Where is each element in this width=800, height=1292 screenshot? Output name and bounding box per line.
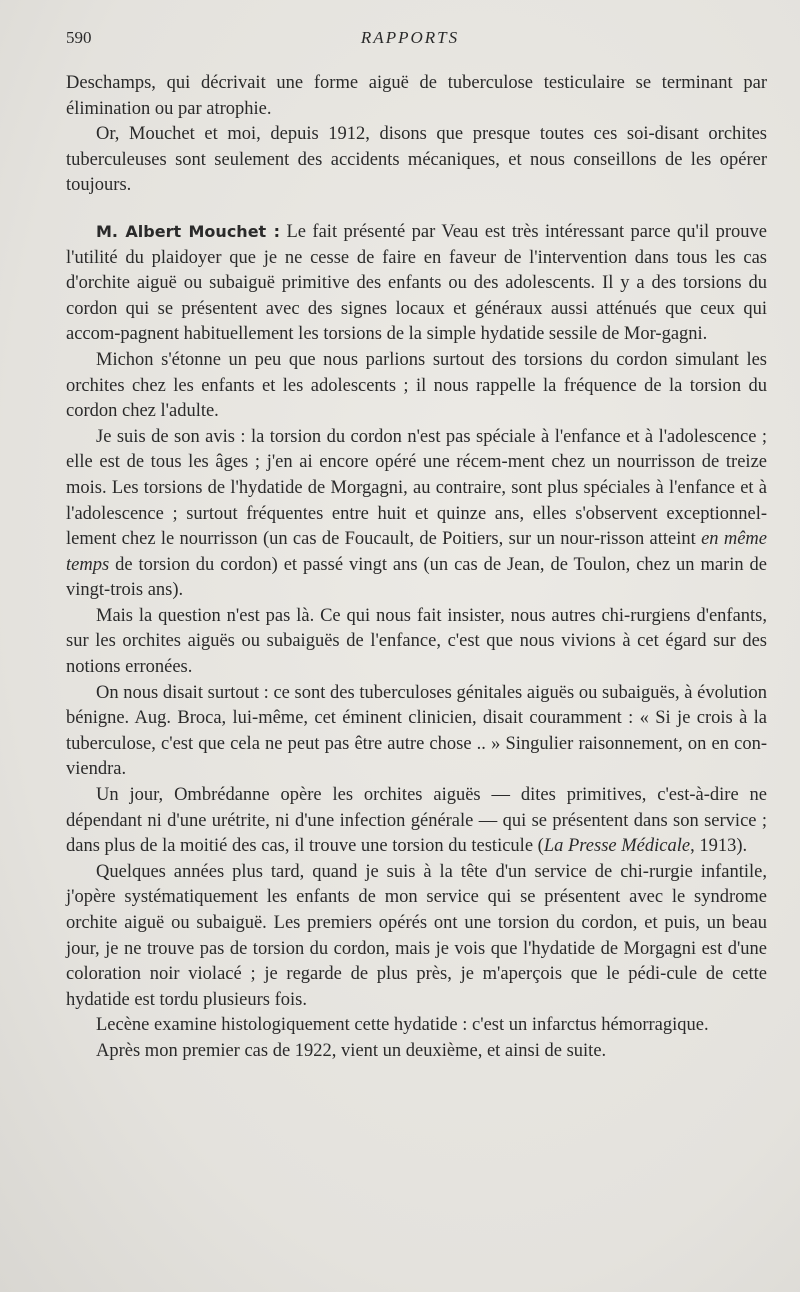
paragraph: On nous disait surtout : ce sont des tuberculoses génitales aiguës ou subaiguës, à évolution bénigne. Aug. Broca, lui-même, cet éminent clinicien, disait couramment : « Si je crois à la tuberculose, c'est que cela ne peut pas être autre chose .. » Singulier raisonnement, on en con-viendra.: [66, 682, 767, 780]
speaker-name: M. Albert Mouchet :: [96, 221, 280, 241]
paragraph: Quelques années plus tard, quand je suis à la tête d'un service de chi-rurgie infantile, j'opère systématiquement les enfants de mon service qui se présentent avec le syndrome orchite aiguë ou subaiguë. Les premiers opérés ont une torsion du cordon, et puis, un beau jour, je ne trouve pas de torsion du cordon, mais je vois que l'hydatide de Morgagni est d'une coloration noir violacé ; je regarde de plus près, je m'aperçois que le pédi-cule de cette hydatide est tordu plusieurs fois.: [66, 861, 767, 1010]
paragraph-text: , 1913).: [690, 836, 748, 857]
paragraph: Deschamps, qui décrivait une forme aiguë de tuberculose testiculaire se terminant par élimination ou par atrophie.: [66, 73, 767, 119]
paragraph: Lecène examine histologiquement cette hydatide : c'est un infarctus hémorragique.: [96, 1015, 709, 1036]
page-header: [66, 28, 754, 54]
paragraph: Mais la question n'est pas là. Ce qui nous fait insister, nous autres chi-rurgiens d'enfants, sur les orchites aiguës ou subaiguës de l'enfance, c'est que nous vivions à cet égard sur des notions erronées.: [66, 605, 767, 678]
paragraph: [66, 783, 767, 860]
paragraph-text: Le fait présenté par Veau est très intéressant parce qu'il prouve l'utilité du plaidoyer que je ne cesse de faire en faveur de l'intervention dans tous les cas d'orchite aiguë ou subaiguë primitive des enfants ou des adolescents. Il y a des torsions du cordon qui se présentent avec des signes locaux et généraux aussi atténués que ceux qui accom-pagnent habituellement les torsions de la simple hydatide sessile de Mor-gagni.: [66, 221, 768, 345]
paragraph: Michon s'étonne un peu que nous parlions surtout des torsions du cordon simulant les orchites chez les enfants et les adolescents ; il nous rappelle la fréquence de la torsion du cordon chez l'adulte.: [66, 349, 767, 422]
body-text: [66, 71, 767, 1065]
paragraph: Après mon premier cas de 1922, vient un deuxième, et ainsi de suite.: [96, 1040, 607, 1061]
paragraph-text: Je suis de son avis : la torsion du cordon n'est pas spéciale à l'enfance et à l'adolescence ; elle est de tous les âges ; j'en ai encore opéré une récem-ment chez un nourrisson de treize mois. Les torsions de l'hydatide de Morgagni, au contraire, sont plus spéciales à l'enfance et à l'adolescence ; surtout fréquentes entre huit et quinze ans, elles s'observent exceptionnel-lement chez le nourrisson (un cas de Foucault, de Poitiers, sur un nour-risson atteint: [66, 426, 767, 550]
paragraph-text: de torsion du cordon) et passé vingt ans (un cas de Jean, de Toulon, chez un marin de vingt-trois ans).: [66, 554, 767, 601]
paragraph: [66, 425, 767, 604]
page-number: 590: [66, 28, 92, 47]
paragraph: Or, Mouchet et moi, depuis 1912, disons que presque toutes ces soi-disant orchites tuberculeuses sont seulement des accidents mécaniques, et nous conseillons de les opérer toujours.: [66, 124, 767, 196]
italic-citation: La Presse Médicale: [543, 836, 691, 857]
paragraph-text: Un jour, Ombrédanne opère les orchites aiguës — dites primitives, c'est-à-dire ne dépendant ni d'une urétrite, ni d'une infection générale — qui se présentent dans son service ; dans plus de la moitié des cas, il trouve une torsion du testicule (: [66, 785, 767, 857]
italic-text: en même temps: [66, 529, 767, 575]
paragraph-speaker-intervention: [66, 219, 767, 348]
running-head: RAPPORTS: [360, 28, 460, 47]
